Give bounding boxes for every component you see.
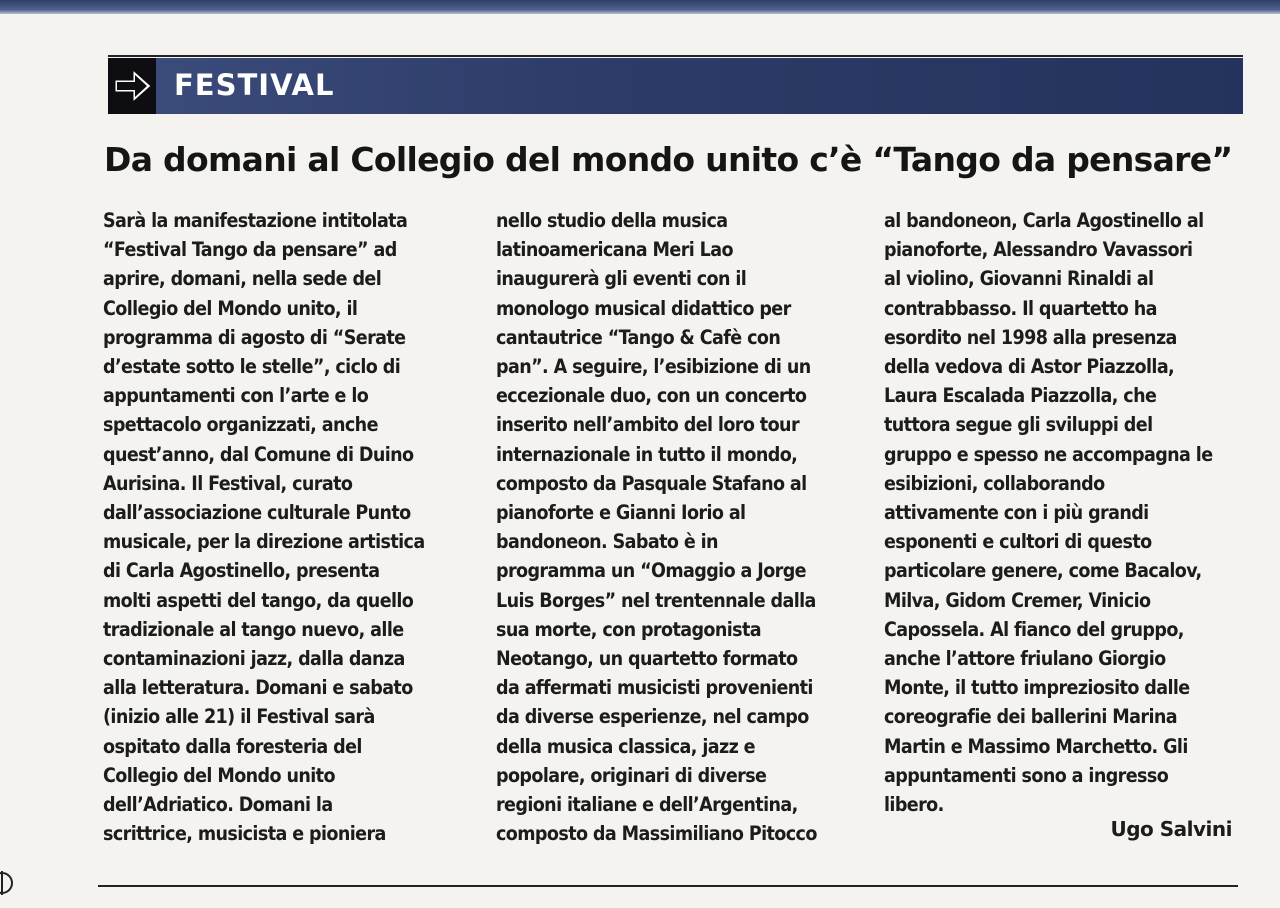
article-text-line: internazionale in tutto il mondo,: [496, 442, 798, 466]
article-text-line: d’estate sotto le stelle”, ciclo di: [103, 355, 401, 379]
article-text-line: al violino, Giovanni Rinaldi al: [884, 267, 1154, 291]
article-column-1: [103, 206, 425, 848]
article-text-line: esibizioni, collaborando: [884, 471, 1105, 495]
article-text-line: esponenti e cultori di questo: [884, 530, 1152, 554]
article-text-line: libero.: [884, 793, 944, 817]
article-text-line: particolare genere, come Bacalov,: [884, 559, 1202, 583]
article-text-line: Collegio del Mondo unito: [103, 763, 335, 787]
article-text-line: musicale, per la direzione artistica: [103, 530, 425, 554]
registration-mark-icon: [0, 868, 18, 898]
article-text-line: monologo musical didattico per: [496, 296, 791, 320]
article-text-line: della vedova di Astor Piazzolla,: [884, 355, 1175, 379]
article-text-line: anche l’attore friulano Giorgio: [884, 647, 1166, 671]
article-text-line: dell’Adriatico. Domani la: [103, 793, 333, 817]
article-text-line: composto da Pasquale Stafano al: [496, 471, 807, 495]
article-text-line: Collegio del Mondo unito, il: [103, 296, 358, 320]
article-text-line: da affermati musicisti provenienti: [496, 676, 813, 700]
section-kicker: FESTIVAL: [174, 68, 335, 102]
article-column-2: [496, 206, 817, 848]
article-text-line: Monte, il tutto impreziosito dalle: [884, 676, 1190, 700]
article-text-line: coreografie dei ballerini Marina: [884, 705, 1177, 729]
article-text-line: appuntamenti sono a ingresso: [884, 763, 1169, 787]
article-text-line: tradizionale al tango nuevo, alle: [103, 617, 404, 641]
article-text-line: scrittrice, musicista e pioniera: [103, 822, 386, 846]
article-text-line: Luis Borges” nel trentennale dalla: [496, 588, 816, 612]
article-text-line: aprire, domani, nella sede del: [103, 267, 382, 291]
article-text-line: inaugurerà gli eventi con il: [496, 267, 747, 291]
article-text-line: cantautrice “Tango & Cafè con: [496, 325, 781, 349]
article-text-line: pianoforte e Gianni Iorio al: [496, 501, 746, 525]
article-text-line: eccezionale duo, con un concerto: [496, 384, 807, 408]
article-text-line: regioni italiane e dell’Argentina,: [496, 793, 798, 817]
article-text-line: inserito nell’ambito del loro tour: [496, 413, 799, 437]
article-text-line: Sarà la manifestazione intitolata: [103, 209, 408, 232]
section-banner: [108, 58, 1243, 114]
article-text-line: quest’anno, dal Comune di Duino: [103, 442, 414, 466]
article-text-line: programma un “Omaggio a Jorge: [496, 559, 806, 583]
article-text-line: dall’associazione culturale Punto: [103, 501, 411, 525]
article-text-line: bandoneon. Sabato è in: [496, 530, 718, 554]
article-byline: Ugo Salvini: [1110, 817, 1232, 841]
article-text-line: appuntamenti con l’arte e lo: [103, 384, 369, 408]
article-text-line: Aurisina. Il Festival, curato: [103, 471, 353, 495]
article-text-line: da diverse esperienze, nel campo: [496, 705, 809, 729]
article-text-line: (inizio alle 21) il Festival sarà: [103, 705, 375, 729]
article-text-line: Martin e Massimo Marchetto. Gli: [884, 734, 1188, 758]
article-text-line: Neotango, un quartetto formato: [496, 647, 798, 671]
article-headline: Da domani al Collegio del mondo unito c’è “Tango da pensare”: [104, 140, 1233, 179]
article-text-line: “Festival Tango da pensare” ad: [103, 238, 397, 262]
article-text-line: alla letteratura. Domani e sabato: [103, 676, 413, 700]
article-text-line: ospitato dalla foresteria del: [103, 734, 362, 758]
article-text-line: esordito nel 1998 alla presenza: [884, 325, 1177, 349]
article-text-line: tuttora segue gli sviluppi del: [884, 413, 1153, 437]
article-text-line: gruppo e spesso ne accompagna le: [884, 442, 1213, 466]
article-text-line: popolare, originari di diverse: [496, 763, 767, 787]
article-text-line: pan”. A seguire, l’esibizione di un: [496, 355, 811, 379]
article-text-line: al bandoneon, Carla Agostinello al: [884, 209, 1204, 232]
article-text-line: latinoamericana Meri Lao: [496, 238, 733, 262]
article-text-line: programma di agosto di “Serate: [103, 325, 406, 349]
article-text-line: della musica classica, jazz e: [496, 734, 755, 758]
top-rule: [108, 55, 1243, 57]
article-text-line: spettacolo organizzati, anche: [103, 413, 378, 437]
article-text-line: sua morte, con protagonista: [496, 617, 762, 641]
top-color-strip: [0, 0, 1280, 14]
arrow-icon: [108, 58, 156, 114]
article-text-line: pianoforte, Alessandro Vavassori: [884, 238, 1193, 262]
article-text-line: attivamente con i più grandi: [884, 501, 1149, 525]
article-text-line: composto da Massimiliano Pitocco: [496, 822, 817, 846]
article-text-line: Milva, Gidom Cremer, Vinicio: [884, 588, 1151, 612]
article-text-line: di Carla Agostinello, presenta: [103, 559, 380, 583]
article-text-line: contaminazioni jazz, dalla danza: [103, 647, 405, 671]
bottom-rule: [98, 885, 1238, 887]
article-text-line: nello studio della musica: [496, 209, 728, 232]
article-text-line: Laura Escalada Piazzolla, che: [884, 384, 1157, 408]
article-text-line: contrabbasso. Il quartetto ha: [884, 296, 1157, 320]
article-column-3: [884, 206, 1213, 819]
article-text-line: molti aspetti del tango, da quello: [103, 588, 414, 612]
article-text-line: Capossela. Al fianco del gruppo,: [884, 617, 1184, 641]
